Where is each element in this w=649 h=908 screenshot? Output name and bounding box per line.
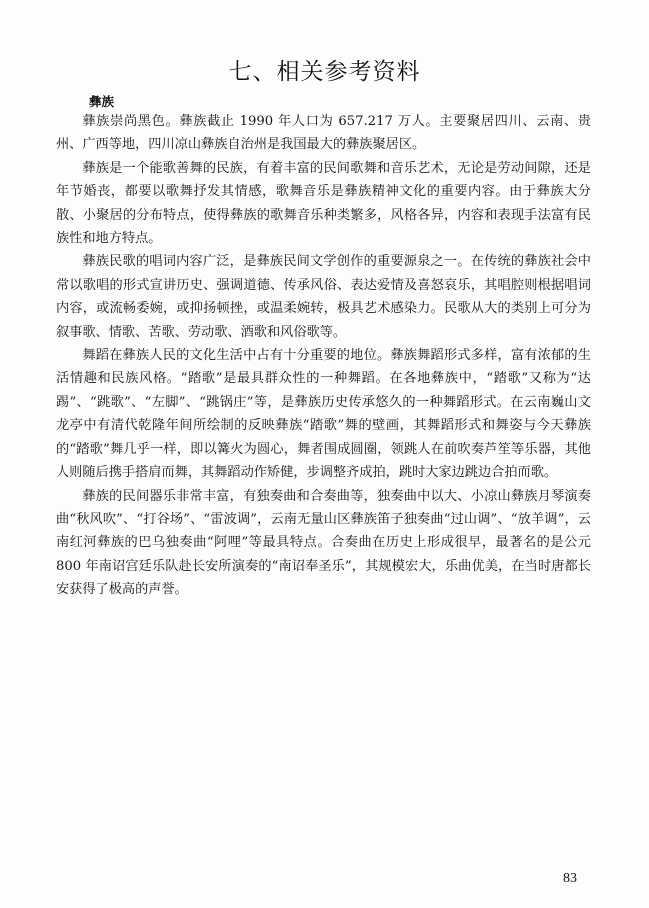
- paragraph: 彝族民歌的唱词内容广泛，是彝族民间文学创作的重要源泉之一。在传统的彝族社会中常以歌唱的形式宣讲历史、强调道德、传承风俗、表达爱情及喜怒哀乐，其唱腔则根据唱词内容，或流畅委婉，或抑扬顿挫，或温柔婉转，极具艺术感染力。民歌从大的类别上可分为叙事歌、情歌、苦歌、劳动歌、酒歌和风俗歌等。: [56, 254, 591, 340]
- body-text: [56, 110, 591, 602]
- page-title: 七、相关参考资料: [228, 59, 421, 86]
- paragraph: 彝族的民间器乐非常丰富，有独奏曲和合奏曲等，独奏曲中以大、小凉山彝族月琴演奏曲“秋风吹”、“打谷场”、“雷波调”，云南无量山区彝族笛子独奏曲“过山调”、“放羊调”，云南红河彝族的巴乌独奏曲“阿哩”等最具特点。合奏曲在历史上形成很早，最著名的是公元 800 年南诏宫廷乐队赴长安所演奏的“南诏奉圣乐”，其规模宏大，乐曲优美，在当时唐都长安获得了极高的声誉。: [56, 488, 591, 598]
- section-heading: 彝族: [89, 94, 115, 109]
- paragraph: 彝族崇尚黑色。彝族截止 1990 年人口为 657.217 万人。主要聚居四川、云南、贵州、广西等地，四川凉山彝族自治州是我国最大的彝族聚居区。: [56, 114, 591, 153]
- page-number: 83: [563, 871, 577, 886]
- paragraph: 舞蹈在彝族人民的文化生活中占有十分重要的地位。彝族舞蹈形式多样，富有浓郁的生活情趣和民族风格。“踏歌”是最具群众性的一种舞蹈。在各地彝族中，“踏歌”又称为“达踢”、“跳歌”、“左脚”、“跳锅庄”等，是彝族历史传承悠久的一种舞蹈形式。在云南巍山文龙亭中有清代乾隆年间所绘制的反映彝族“踏歌”舞的壁画，其舞蹈形式和舞姿与今天彝族的“踏歌”舞几乎一样，即以篝火为圆心，舞者围成圆圈，领跳人在前吹奏芦笙等乐器，其他人则随后携手搭肩而舞，其舞蹈动作矫健，步调整齐成拍，跳时大家边跳边合拍而歌。: [56, 348, 591, 481]
- paragraph: 彝族是一个能歌善舞的民族，有着丰富的民间歌舞和音乐艺术，无论是劳动间隙，还是年节婚丧，都要以歌舞抒发其情感，歌舞音乐是彝族精神文化的重要内容。由于彝族大分散、小聚居的分布特点，使得彝族的歌舞音乐种类繁多，风格各异，内容和表现手法富有民族性和地方特点。: [56, 160, 591, 247]
